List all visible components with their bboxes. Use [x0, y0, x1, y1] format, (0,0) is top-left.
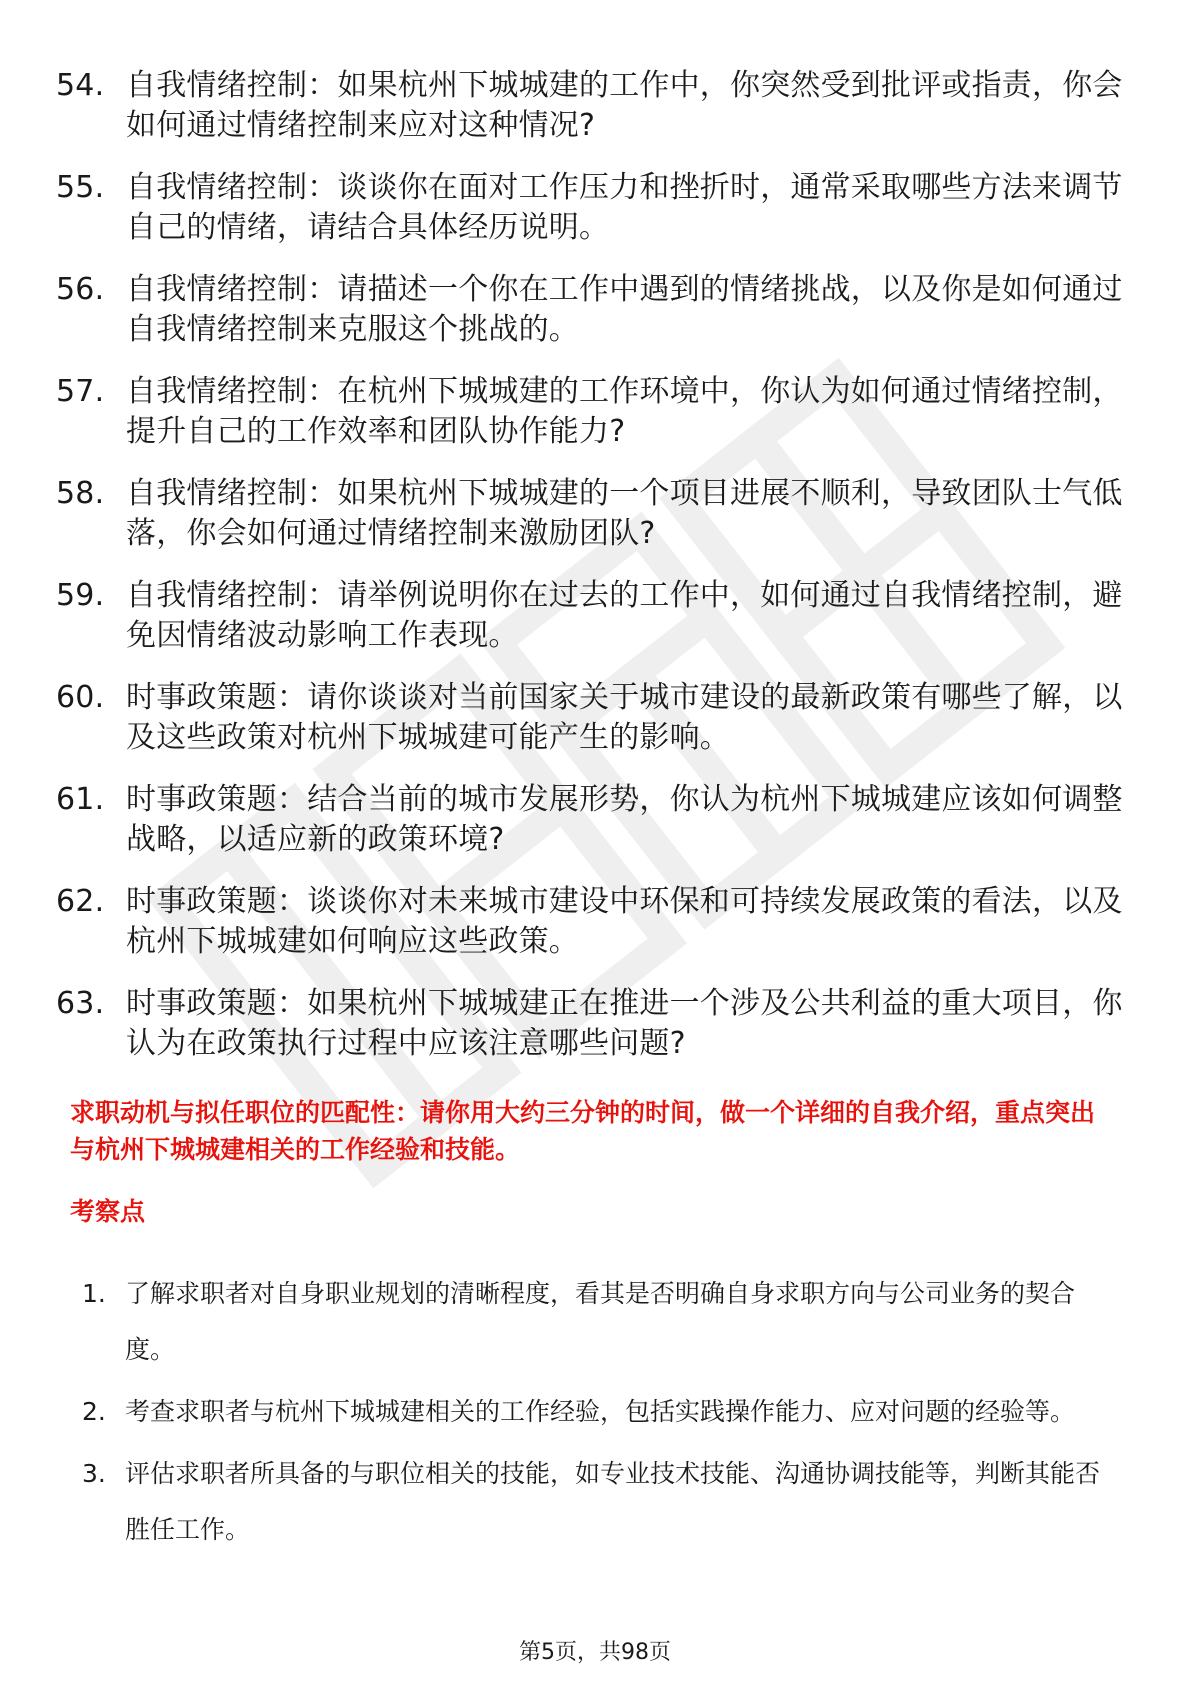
- point-text: 评估求职者所具备的与职位相关的技能，如专业技术技能、沟通协调技能等，判断其能否胜任工作。: [125, 1459, 1101, 1544]
- question-text: 自我情绪控制：请举例说明你在过去的工作中，如何通过自我情绪控制，避免因情绪波动影响工作表现。: [126, 578, 1123, 653]
- question-item: [56, 984, 1126, 1064]
- assessment-point: [82, 1446, 1117, 1558]
- question-number: 63.: [56, 986, 105, 1021]
- assessment-point: [82, 1384, 1117, 1440]
- question-text: 时事政策题：如果杭州下城城建正在推进一个涉及公共利益的重大项目，你认为在政策执行过程中应该注意哪些问题?: [126, 986, 1123, 1061]
- point-text: 考查求职者与杭州下城城建相关的工作经验，包括实践操作能力、应对问题的经验等。: [125, 1397, 1076, 1426]
- point-number: 3.: [82, 1459, 106, 1488]
- question-text: 自我情绪控制：在杭州下城城建的工作环境中，你认为如何通过情绪控制，提升自己的工作效率和团队协作能力?: [126, 374, 1123, 449]
- question-item: [56, 66, 1126, 146]
- highlight-question: 求职动机与拟任职位的匹配性：请你用大约三分钟的时间，做一个详细的自我介绍，重点突出与杭州下城城建相关的工作经验和技能。: [70, 1098, 1096, 1164]
- question-item: [56, 678, 1126, 758]
- question-item: [56, 780, 1126, 860]
- question-item: [56, 372, 1126, 452]
- question-number: 54.: [56, 68, 105, 103]
- question-number: 62.: [56, 884, 105, 919]
- question-text: 自我情绪控制：如果杭州下城城建的工作中，你突然受到批评或指责，你会如何通过情绪控制来应对这种情况?: [126, 68, 1123, 143]
- question-number: 61.: [56, 782, 105, 817]
- question-number: 58.: [56, 476, 105, 511]
- point-number: 2.: [82, 1397, 106, 1426]
- question-list: [56, 66, 1126, 1086]
- point-number: 1.: [82, 1279, 106, 1308]
- question-number: 55.: [56, 170, 105, 205]
- question-item: [56, 576, 1126, 656]
- point-text: 了解求职者对自身职业规划的清晰程度，看其是否明确自身求职方向与公司业务的契合度。: [125, 1279, 1076, 1364]
- question-text: 自我情绪控制：谈谈你在面对工作压力和挫折时，通常采取哪些方法来调节自己的情绪，请结合具体经历说明。: [126, 170, 1123, 245]
- question-text: 自我情绪控制：请描述一个你在工作中遇到的情绪挑战，以及你是如何通过自我情绪控制来克服这个挑战的。: [126, 272, 1123, 347]
- assessment-point: [82, 1266, 1117, 1378]
- question-text: 时事政策题：谈谈你对未来城市建设中环保和可持续发展政策的看法，以及杭州下城城建如何响应这些政策。: [126, 884, 1123, 959]
- question-item: [56, 882, 1126, 962]
- assessment-points-list: [82, 1266, 1117, 1564]
- question-text: 自我情绪控制：如果杭州下城城建的一个项目进展不顺利，导致团队士气低落，你会如何通过情绪控制来激励团队?: [126, 476, 1123, 551]
- question-text: 时事政策题：请你谈谈对当前国家关于城市建设的最新政策有哪些了解，以及这些政策对杭州下城城建可能产生的影响。: [126, 680, 1123, 755]
- question-number: 60.: [56, 680, 105, 715]
- question-number: 57.: [56, 374, 105, 409]
- section-title: 考察点: [70, 1197, 146, 1226]
- question-number: 56.: [56, 272, 105, 307]
- question-number: 59.: [56, 578, 105, 613]
- question-item: [56, 474, 1126, 554]
- question-item: [56, 168, 1126, 248]
- page-footer: 第5页，共98页: [519, 1640, 671, 1665]
- question-item: [56, 270, 1126, 350]
- question-text: 时事政策题：结合当前的城市发展形势，你认为杭州下城城建应该如何调整战略，以适应新的政策环境?: [126, 782, 1123, 857]
